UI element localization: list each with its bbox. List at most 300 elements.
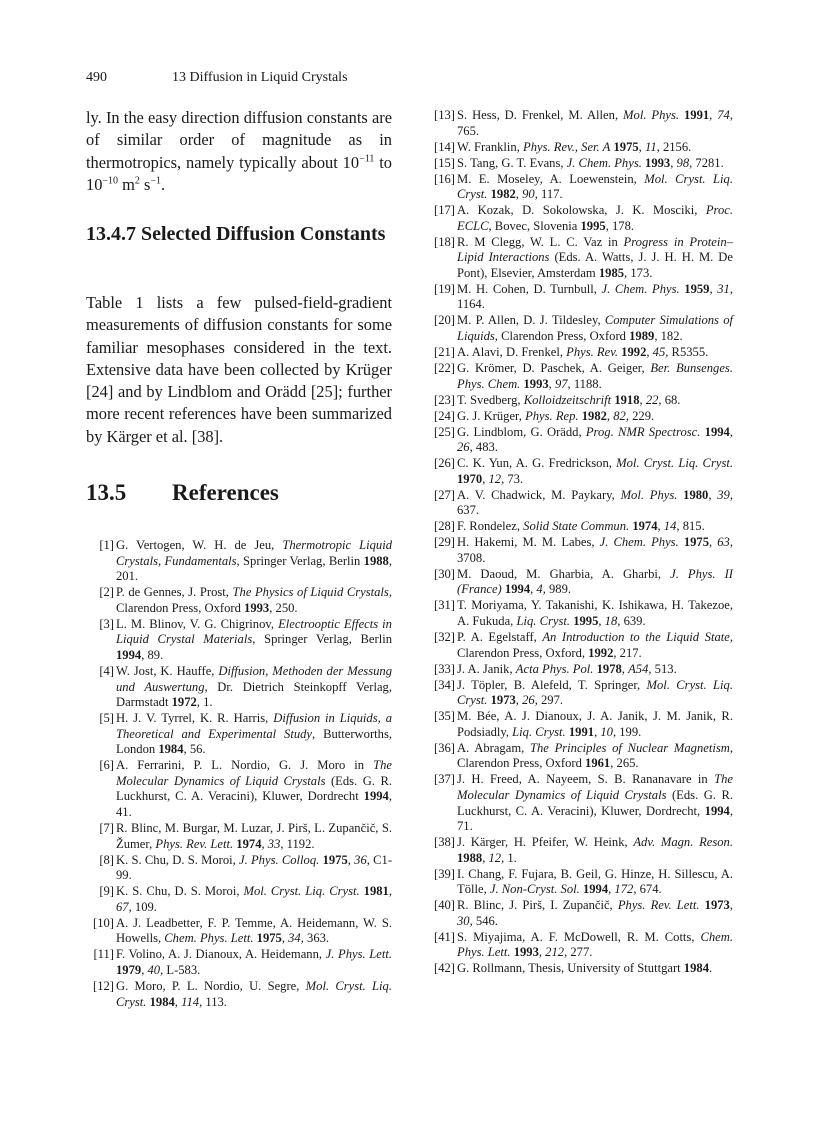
reference-number: [16] [434, 171, 455, 186]
reference-text: J. Töpler, B. Alefeld, T. Springer, [457, 677, 647, 692]
reference-text: 1973 [490, 693, 516, 708]
reference-text: , 765. [457, 108, 733, 138]
subsection-paragraph: Table 1 lists a few pulsed-field-gradient measurements of diffusion constants for some familiar mesophases considered in the text. Extensive data have been collected by Krüger [24] and by Lindblom and Orädd [25]; further more recent references have been summarized by Kärger et al. [38]. [86, 293, 392, 446]
reference-text: I. Chang, F. Fujara, B. Geil, G. Hinze, H. Sillescu, A. Tölle, [457, 866, 733, 897]
reference-item [427, 567, 733, 598]
reference-text: Chem. Phys. Lett. [457, 929, 733, 960]
reference-item [427, 630, 733, 661]
reference-text: G. Rollmann, Thesis, University of Stuttgart [457, 961, 684, 976]
reference-text: (Eds. A. Watts, J. J. H. H. M. De Pont), Elsevier, Amsterdam [457, 250, 733, 280]
reference-text: 1974 [236, 836, 262, 851]
reference-number: [41] [434, 929, 455, 944]
reference-item [427, 203, 733, 234]
reference-number: [9] [99, 884, 114, 899]
reference-text: , 1. [501, 850, 517, 865]
reference-number: [19] [434, 281, 455, 296]
reference-text: 1979 [116, 962, 142, 977]
reference-text: , 199. [612, 724, 642, 739]
reference-text: , 513. [648, 661, 677, 676]
reference-item [427, 313, 733, 344]
reference-number: [21] [434, 345, 455, 360]
reference-text: , Clarendon Press, Oxford, [457, 630, 733, 660]
page-number: 490 [86, 70, 107, 85]
reference-text: S. Hess, D. Frenkel, M. Allen, [457, 108, 624, 122]
reference-text: , [657, 519, 664, 534]
reference-text: , Clarendon Press, Oxford [457, 740, 733, 771]
reference-text: P. A. Egelstaff, [457, 630, 543, 645]
reference-number: [35] [434, 709, 455, 724]
reference-text: , [709, 108, 718, 122]
reference-text: , L-583. [160, 962, 201, 977]
reference-text: 1992 [621, 345, 647, 360]
reference-text: 1982 [490, 187, 516, 202]
reference-text: The Physics of Liquid Crystals [232, 585, 389, 600]
reference-number: [18] [434, 234, 455, 249]
reference-text: Thermotropic Liquid Crystals, Fundamentals [116, 538, 392, 568]
reference-text: L. M. Blinov, V. G. Chigrinov, [116, 616, 279, 631]
reference-text: W. Jost, K. Hauffe, [116, 663, 219, 678]
reference-text: Mol. Cryst. Liq. Cryst. [116, 978, 393, 1009]
reference-text: 1993 [523, 376, 549, 391]
reference-text: , [729, 898, 733, 913]
reference-text: Chem. Phys. Lett. [164, 931, 254, 946]
reference-text: , Springer Verlag, Berlin [252, 632, 393, 647]
reference-number: [24] [434, 408, 455, 423]
reference-text: 1961 [585, 756, 611, 771]
reference-text: T. Moriyama, Y. Takanishi, K. Ishikawa, H. Takezoe, A. Fukuda, [457, 598, 733, 629]
reference-number: [25] [434, 424, 455, 439]
reference-number: [40] [434, 898, 455, 913]
reference-text: , 546. [469, 913, 498, 928]
reference-text: , 68. [658, 392, 681, 407]
reference-text: 11 [644, 139, 657, 154]
reference-text: 30 [457, 913, 470, 928]
reference-item [86, 758, 392, 820]
reference-text: 1975 [613, 139, 639, 154]
reference-text: J. Kärger, H. Pfeifer, W. Heink, [457, 835, 634, 850]
subsection-heading: 13.4.7 Selected Diffusion Constants [86, 223, 386, 245]
reference-item [427, 930, 733, 961]
reference-text: 1994 [582, 882, 609, 897]
reference-text: , [670, 155, 677, 170]
reference-text: Mol. Cryst. Liq. Cryst. [616, 456, 733, 471]
reference-text: 1974 [632, 519, 658, 534]
reference-text: , 265. [610, 756, 639, 771]
section-heading [86, 479, 279, 507]
reference-text: 40 [147, 962, 161, 977]
reference-text: J. A. Janik, [457, 661, 516, 676]
reference-text: , 250. [269, 600, 298, 615]
reference-text: J. H. Freed, A. Nayeem, S. B. Rananavare in [457, 772, 715, 787]
intro-exp-3: 2 [134, 175, 140, 187]
right-column [427, 108, 733, 977]
reference-text: J. Chem. Phys. [566, 155, 642, 170]
reference-text: 12 [488, 850, 502, 865]
reference-text: , 182. [654, 329, 683, 344]
reference-text: 1975 [322, 852, 348, 867]
reference-item [427, 898, 733, 929]
reference-item [427, 709, 733, 740]
reference-text: K. S. Chu, D. S. Moroi, [116, 884, 244, 899]
left-column [86, 104, 393, 1009]
reference-text: 34 [288, 931, 301, 946]
intro-exp-1: −11 [359, 153, 375, 165]
reference-text: 1973 [704, 898, 730, 913]
reference-text: , 41. [116, 789, 392, 820]
reference-text: , 639. [617, 614, 646, 629]
reference-text: 1991 [568, 724, 595, 739]
reference-number: [12] [93, 978, 114, 993]
reference-item [427, 741, 733, 772]
reference-text: , 73. [501, 471, 524, 486]
reference-item [427, 140, 733, 156]
reference-number: [7] [99, 821, 114, 836]
reference-text: , 363. [300, 931, 330, 946]
reference-item [86, 947, 392, 978]
reference-text: Diffusion in Liquids, a Theoretical and Experimental Study [116, 711, 392, 741]
reference-number: [20] [434, 313, 455, 328]
reference-text: , Clarendon Press, Oxford [494, 329, 630, 344]
reference-text: F. Rondelez, [457, 519, 524, 534]
reference-text: Ber. Bunsenges. Phys. Chem. [457, 361, 733, 391]
reference-text: 1989 [629, 329, 655, 344]
reference-text: , [598, 614, 605, 629]
reference-text: 1994 [704, 803, 730, 818]
reference-text: 31 [717, 281, 730, 296]
reference-number: [42] [434, 961, 455, 976]
reference-item [86, 853, 392, 884]
reference-text: A. V. Chadwick, M. Paykary, [457, 487, 621, 502]
reference-text: , 1164. [457, 281, 733, 312]
intro-exp-4: −1 [150, 175, 162, 187]
reference-text: G. Moro, P. L. Nordio, U. Segre, [116, 978, 306, 993]
reference-number: [38] [434, 835, 455, 850]
reference-text: Kolloidzeitschrift [523, 392, 612, 407]
reference-text: J. Chem. Phys. [601, 281, 680, 296]
reference-number: [34] [434, 677, 455, 692]
reference-text: 1959 [684, 281, 710, 296]
reference-text: , [638, 139, 645, 154]
reference-text: , [639, 392, 646, 407]
reference-text: 1984 [158, 742, 184, 757]
reference-item [427, 598, 733, 629]
reference-text: , 178. [605, 218, 635, 233]
reference-text: 1981 [363, 884, 389, 899]
reference-number: [13] [434, 108, 455, 122]
reference-text: 1994 [704, 424, 730, 439]
reference-text: , 637. [457, 487, 733, 518]
reference-list-left [86, 538, 392, 1011]
reference-item [427, 535, 733, 566]
reference-item [427, 772, 733, 834]
reference-item [427, 393, 733, 409]
reference-item [86, 538, 392, 585]
reference-text: 26 [457, 440, 470, 455]
reference-text: , 117. [534, 187, 563, 202]
reference-number: [28] [434, 519, 455, 534]
reference-text: The Principles of Nuclear Magnetism [529, 740, 730, 755]
reference-text: , 229. [625, 408, 655, 423]
reference-text: 1975 [683, 535, 709, 550]
reference-text: 90 [522, 187, 535, 202]
reference-text: , [261, 836, 268, 851]
reference-text: , [482, 471, 489, 486]
reference-text: , R5355. [665, 345, 709, 360]
reference-text: Acta Phys. Pol. [515, 661, 594, 676]
reference-text: Mol. Phys. [620, 487, 678, 502]
reference-text: 12 [488, 471, 502, 486]
reference-text: , 113. [199, 994, 227, 1009]
reference-text: , Clarendon Press, Oxford [116, 585, 392, 615]
reference-item [427, 662, 733, 678]
reference-item [427, 488, 733, 519]
reference-item [86, 711, 392, 758]
reference-number: [27] [434, 487, 455, 502]
reference-text: S. Miyajima, A. F. McDowell, R. M. Cotts, [457, 929, 701, 944]
reference-text: , [708, 487, 718, 502]
reference-text: , Dr. Dietrich Steinkopff Verlag, Darmstadt [116, 679, 392, 710]
reference-text: M. H. Cohen, D. Turnbull, [457, 281, 602, 296]
reference-text: Computer Simulations of Liquids [457, 313, 733, 344]
intro-text-c: m [118, 174, 135, 194]
reference-text: , 89. [141, 647, 164, 662]
reference-item [427, 282, 733, 313]
reference-text: , 1. [196, 695, 213, 710]
reference-item [86, 585, 392, 616]
reference-item [86, 884, 392, 915]
reference-item [427, 835, 733, 866]
section-number: 13.5 [86, 480, 127, 505]
reference-text: , [347, 852, 355, 867]
reference-text: 1972 [171, 695, 197, 710]
reference-text: S. Tang, G. T. Evans, [457, 155, 567, 170]
reference-item [427, 678, 733, 709]
reference-text: 63 [717, 535, 730, 550]
reference-text: 14 [663, 519, 677, 534]
reference-text: 1991 [683, 108, 710, 122]
reference-text: J. Non-Cryst. Sol. [489, 882, 580, 897]
reference-number: [6] [99, 758, 114, 773]
reference-item [86, 617, 392, 664]
reference-item [427, 519, 733, 535]
reference-number: [37] [434, 772, 455, 787]
reference-text: , Butterworths, London [116, 726, 392, 757]
reference-text: H. J. V. Tyrrel, K. R. Harris, [116, 711, 274, 726]
reference-text: , [174, 994, 182, 1009]
intro-text-a: ly. In the easy direction diffusion constants are of similar order of magnitude as in thermotropics, namely typically about 10 [86, 108, 392, 172]
reference-text: 67 [116, 899, 129, 914]
reference-text: 1995 [573, 614, 599, 629]
reference-text: 1918 [614, 392, 640, 407]
reference-text: A. Abragam, [457, 740, 530, 755]
reference-text: Electrooptic Effects in Liquid Crystal Materials [116, 616, 392, 647]
reference-text: Liq. Cryst. [512, 724, 566, 739]
reference-text: , 1188. [567, 376, 602, 391]
reference-text: C. K. Yun, A. G. Fredrickson, [457, 456, 617, 471]
reference-text: R. Blinc, J. Pirš, I. Zupančič, [457, 898, 618, 913]
reference-item [427, 867, 733, 898]
reference-text: Progress in Protein–Lipid Interactions [457, 234, 733, 265]
page-header [86, 70, 348, 86]
reference-text: 26 [522, 693, 535, 708]
reference-text: 1978 [596, 661, 622, 676]
reference-number: [1] [99, 538, 114, 552]
reference-text: 1985 [598, 265, 625, 280]
reference-text: 212 [545, 945, 565, 960]
reference-text: , [608, 882, 615, 897]
reference-number: [30] [434, 566, 455, 581]
reference-text: , [538, 945, 546, 960]
reference-text: 1970 [457, 471, 483, 486]
reference-text: 98 [676, 155, 690, 170]
reference-text: , [729, 424, 733, 439]
reference-text: , C1-99. [116, 852, 393, 883]
reference-text: Diffusion, Methoden der Messung und Auswertung [116, 663, 392, 694]
reference-text: Phys. Rev. Lett. [617, 898, 700, 913]
reference-text: H. Hakemi, M. M. Labes, [457, 535, 600, 550]
reference-item [427, 456, 733, 487]
reference-text: Liq. Cryst. [516, 614, 571, 629]
reference-text: 33 [267, 836, 281, 851]
reference-item [427, 361, 733, 392]
reference-text: An Introduction to the Liquid State [542, 630, 730, 645]
reference-text: , [530, 582, 537, 597]
reference-text: , [709, 535, 718, 550]
reference-item [427, 172, 733, 203]
reference-item [427, 235, 733, 282]
reference-text: 1980 [683, 487, 709, 502]
reference-number: [10] [93, 915, 114, 930]
reference-text: , 56. [183, 742, 206, 757]
reference-text: J. Phys. Lett. [325, 947, 393, 962]
reference-text: , 989. [542, 582, 572, 597]
reference-text: J. Phys. II (France) [457, 566, 733, 597]
reference-text: , 71. [457, 803, 733, 834]
reference-number: [33] [434, 661, 455, 676]
reference-text: , [515, 187, 523, 202]
reference-text: M. P. Allen, D. J. Tildesley, [457, 313, 605, 328]
reference-number: [2] [99, 585, 114, 600]
reference-item [86, 821, 392, 852]
reference-number: [31] [434, 598, 455, 613]
reference-text: 1993 [244, 600, 270, 615]
reference-text: A54 [628, 661, 649, 676]
reference-list-right [427, 108, 733, 977]
reference-text: 1982 [581, 408, 607, 423]
reference-item [86, 664, 392, 711]
reference-text: , [606, 408, 614, 423]
reference-text: , 173. [624, 265, 653, 280]
reference-text: A. J. Leadbetter, F. P. Temme, A. Heidemann, W. S. Howells, [116, 915, 392, 946]
reference-number: [15] [434, 155, 455, 170]
reference-text: 1994 [116, 647, 142, 662]
reference-text: 1992 [588, 645, 614, 660]
reference-text: 74 [717, 108, 730, 122]
reference-text: 114 [181, 994, 200, 1009]
reference-text: G. Lindblom, G. Orädd, [457, 424, 586, 439]
reference-text: , 2156. [656, 139, 692, 154]
intro-exp-2: −10 [102, 175, 119, 187]
reference-text: Mol. Cryst. Liq. Cryst. [457, 677, 733, 708]
reference-number: [14] [434, 139, 455, 154]
reference-text: , 201. [116, 553, 392, 584]
section-title: References [172, 480, 279, 505]
reference-text: M. E. Moseley, A. Loewenstein, [457, 171, 645, 186]
reference-number: [17] [434, 203, 455, 218]
reference-text: , 109. [128, 899, 157, 914]
reference-item [86, 916, 392, 947]
reference-text: F. Volino, A. J. Dianoux, A. Heidemann, [116, 947, 326, 962]
reference-text: The Molecular Dynamics of Liquid Crystals [116, 758, 392, 788]
reference-text: , [515, 693, 523, 708]
reference-text: The Molecular Dynamics of Liquid Crystals [457, 772, 733, 802]
reference-text: P. de Gennes, J. Prost, [116, 585, 233, 600]
reference-text: 1988 [363, 553, 389, 568]
reference-text: K. S. Chu, D. S. Moroi, [116, 852, 240, 867]
reference-text: 18 [604, 614, 618, 629]
reference-text: . [708, 961, 713, 976]
reference-text: G. Krömer, D. Paschek, A. Geiger, [457, 361, 651, 376]
reference-text: , 297. [534, 693, 564, 708]
reference-item [427, 156, 733, 172]
reference-text: 97 [554, 376, 568, 391]
reference-text: M. Bée, A. J. Dianoux, J. A. Janik, J. M. Janik, R. Podsiadly, [457, 709, 733, 739]
reference-text: 1994 [363, 789, 389, 804]
reference-text: J. Chem. Phys. [599, 535, 679, 550]
reference-text: , [281, 931, 289, 946]
reference-text: , 483. [469, 440, 498, 455]
reference-text: 1984 [149, 994, 175, 1009]
reference-text: , [548, 376, 555, 391]
reference-number: [26] [434, 456, 455, 471]
reference-text: 1993 [513, 945, 539, 960]
intro-text-b: to 10 [86, 152, 392, 194]
reference-text: , 217. [613, 645, 642, 660]
reference-text: , [388, 884, 392, 899]
reference-text: Mol. Phys. [623, 108, 680, 122]
reference-text: 1988 [457, 850, 483, 865]
reference-item [427, 345, 733, 361]
reference-text: , [141, 962, 148, 977]
reference-number: [5] [99, 711, 114, 726]
reference-text: J. Phys. Colloq. [239, 852, 320, 867]
reference-number: [3] [99, 616, 114, 631]
reference-item [86, 979, 392, 1010]
reference-text: R. Blinc, M. Burgar, M. Luzar, J. Pirš, L. Zupančič, S. Žumer, [116, 821, 392, 851]
reference-text: , 3708. [457, 535, 733, 565]
reference-text: , [646, 345, 653, 360]
reference-text: 1984 [683, 961, 709, 976]
reference-text: Adv. Magn. Reson. [633, 835, 734, 850]
reference-text: 22 [645, 392, 659, 407]
intro-text-e: . [161, 174, 166, 194]
reference-text: M. Daoud, M. Gharbia, A. Gharbi, [457, 566, 671, 581]
reference-text: A. Kozak, D. Sokolowska, J. K. Mosciki, [457, 203, 706, 218]
reference-text: , 815. [676, 519, 705, 534]
reference-text: , 7281. [689, 155, 724, 170]
reference-text: Phys. Rep. [525, 408, 579, 423]
reference-text: 4 [536, 582, 543, 597]
reference-text: 39 [717, 487, 730, 502]
reference-text: G. J. Krüger, [457, 408, 526, 423]
reference-text: , [621, 661, 629, 676]
reference-number: [32] [434, 630, 455, 645]
reference-text: Prog. NMR Spectrosc. [585, 424, 701, 439]
reference-text: , [482, 850, 489, 865]
reference-text: (Eds. G. R. Luckhurst, C. A. Veracini), Kluwer, Dordrecht [116, 773, 392, 804]
reference-text: R. M Clegg, W. L. C. Vaz in [457, 234, 624, 249]
reference-text: 45 [652, 345, 666, 360]
